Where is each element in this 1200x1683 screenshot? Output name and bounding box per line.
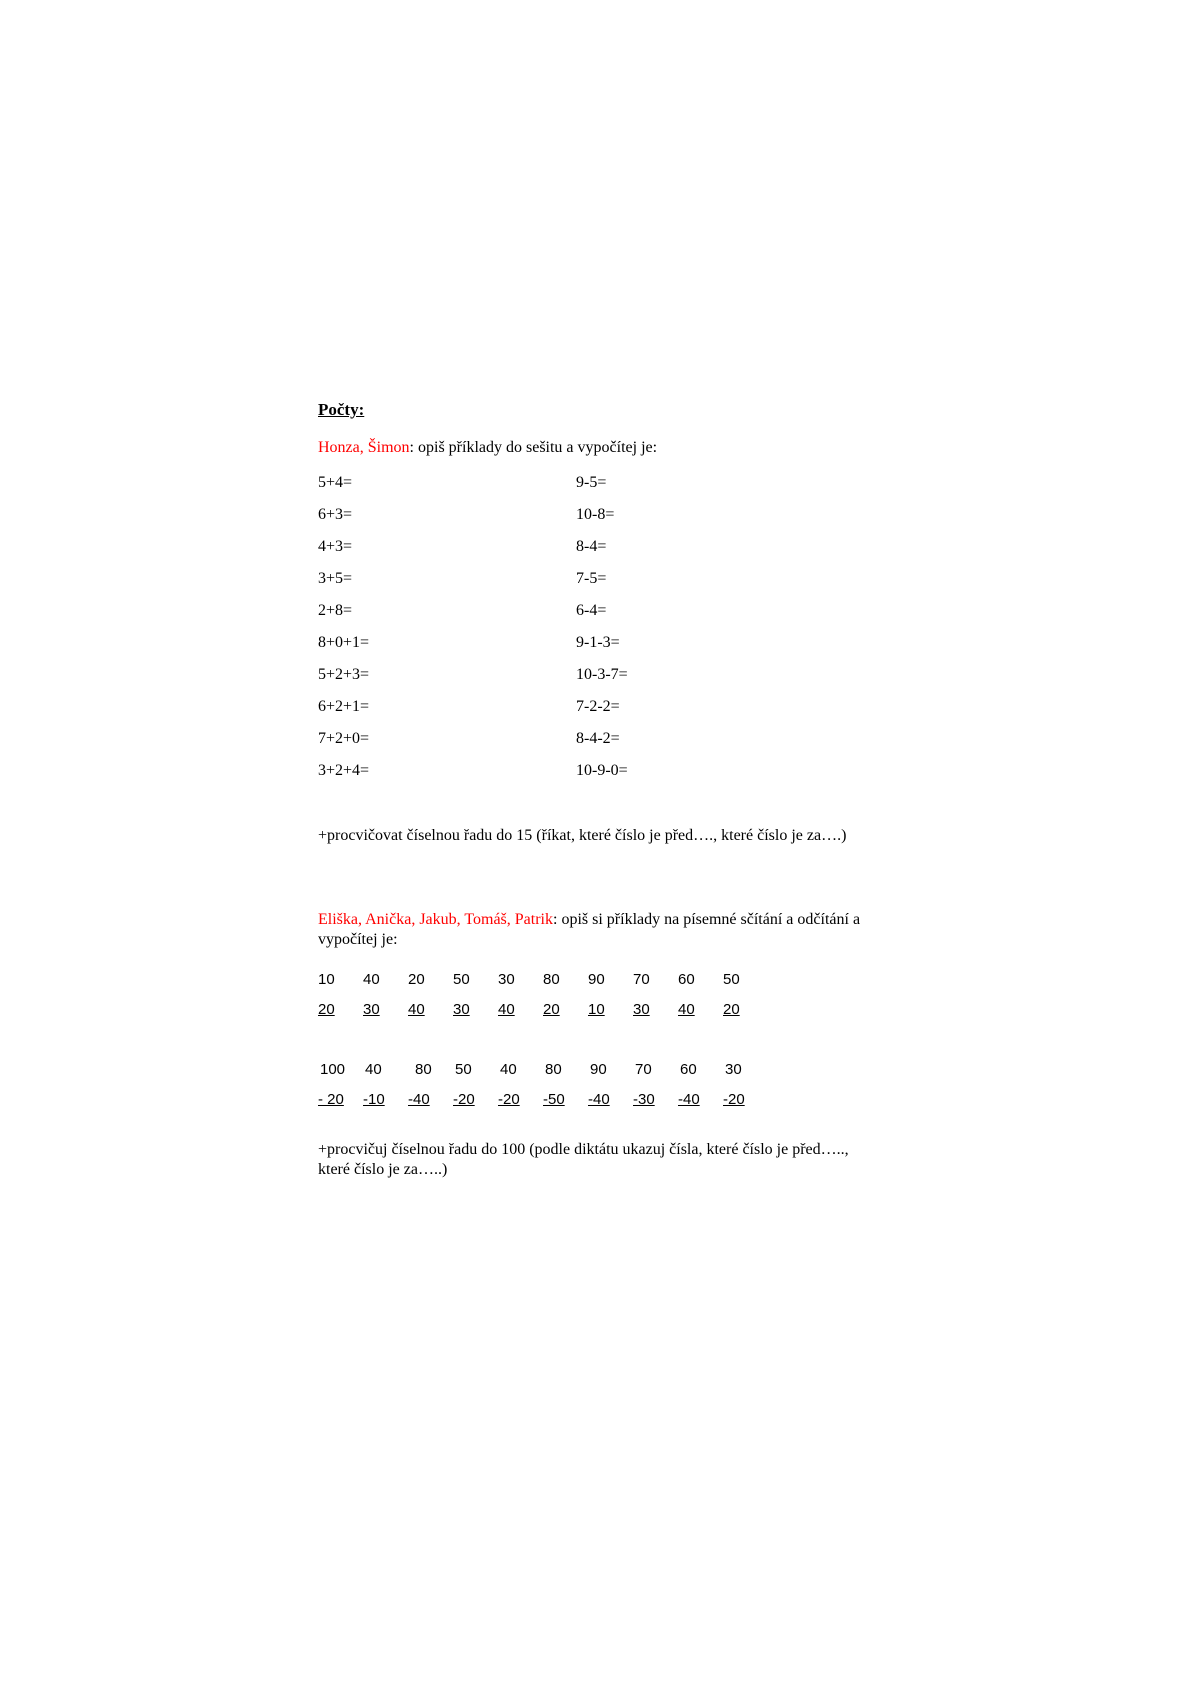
addition-bottom-number: 20 — [723, 1001, 740, 1018]
subtraction-top-number: 90 — [590, 1061, 607, 1078]
page-title: Počty: — [318, 400, 365, 419]
subtraction-bottom-number: -40 — [408, 1091, 430, 1108]
group2-instruction-line — [318, 910, 878, 950]
subtraction-bottom-number: -40 — [588, 1091, 610, 1108]
exercise-left: 5+2+3= — [318, 666, 370, 683]
subtraction-top-number: 80 — [545, 1061, 562, 1078]
exercise-right: 8-4= — [576, 538, 607, 555]
addition-bottom-number: 40 — [408, 1001, 425, 1018]
subtraction-bottom-number: -50 — [543, 1091, 565, 1108]
group2-instruction: : opiš si příklady na písemné sčítání a odčítání a vypočítej je: — [318, 911, 861, 948]
subtraction-bottom-number: -20 — [498, 1091, 520, 1108]
subtraction-top-number: 40 — [365, 1061, 382, 1078]
addition-bottom-number: 30 — [453, 1001, 470, 1018]
exercise-right: 8-4-2= — [576, 730, 620, 747]
addition-top-number: 40 — [363, 971, 380, 988]
addition-top-number: 90 — [588, 971, 605, 988]
exercise-right: 7-5= — [576, 570, 607, 587]
exercise-left: 8+0+1= — [318, 634, 370, 651]
group1-names: Honza, Šimon — [318, 439, 410, 456]
addition-top-number: 50 — [723, 971, 740, 988]
subtraction-top-number: 100 — [320, 1061, 346, 1078]
addition-bottom-number: 40 — [678, 1001, 695, 1018]
addition-bottom-number: 20 — [543, 1001, 560, 1018]
exercise-right: 9-1-3= — [576, 634, 620, 651]
addition-top-number: 20 — [408, 971, 425, 988]
addition-bottom-number: 30 — [633, 1001, 650, 1018]
subtraction-bottom-number: - 20 — [318, 1091, 344, 1108]
subtraction-top-number: 50 — [455, 1061, 472, 1078]
subtraction-top-number: 80 — [415, 1061, 432, 1078]
addition-bottom-number: 20 — [318, 1001, 335, 1018]
addition-top-number: 10 — [318, 971, 335, 988]
exercise-right: 7-2-2= — [576, 698, 620, 715]
exercise-left: 3+2+4= — [318, 762, 370, 779]
exercise-left: 6+2+1= — [318, 698, 370, 715]
addition-bottom-number: 30 — [363, 1001, 380, 1018]
exercise-right: 10-9-0= — [576, 762, 628, 779]
exercise-left: 7+2+0= — [318, 730, 370, 747]
subtraction-top-number: 70 — [635, 1061, 652, 1078]
subtraction-top-number: 60 — [680, 1061, 697, 1078]
subtraction-bottom-number: -10 — [363, 1091, 385, 1108]
group2-names: Eliška, Anička, Jakub, Tomáš, Patrik — [318, 911, 553, 928]
group1-practice-note: +procvičovat číselnou řadu do 15 (říkat, které číslo je před…., které číslo je za….) — [318, 827, 847, 844]
subtraction-top-number: 30 — [725, 1061, 742, 1078]
subtraction-bottom-number: -20 — [453, 1091, 475, 1108]
group1-instruction: : opiš příklady do sešitu a vypočítej je: — [409, 439, 658, 456]
addition-top-number: 80 — [543, 971, 560, 988]
addition-bottom-number: 40 — [498, 1001, 515, 1018]
exercise-left: 6+3= — [318, 506, 353, 523]
group2-practice-note: +procvičuj číselnou řadu do 100 (podle diktátu ukazuj čísla, které číslo je před….., které číslo je za…..) — [318, 1141, 849, 1178]
addition-top-number: 60 — [678, 971, 695, 988]
subtraction-bottom-number: -30 — [633, 1091, 655, 1108]
exercise-left: 2+8= — [318, 602, 353, 619]
exercise-left: 5+4= — [318, 474, 353, 491]
addition-bottom-number: 10 — [588, 1001, 605, 1018]
addition-top-number: 30 — [498, 971, 515, 988]
subtraction-bottom-number: -40 — [678, 1091, 700, 1108]
subtraction-top-number: 40 — [500, 1061, 517, 1078]
exercise-right: 9-5= — [576, 474, 607, 491]
exercise-left: 3+5= — [318, 570, 353, 587]
addition-top-number: 70 — [633, 971, 650, 988]
subtraction-bottom-number: -20 — [723, 1091, 745, 1108]
addition-top-number: 50 — [453, 971, 470, 988]
exercise-right: 6-4= — [576, 602, 607, 619]
exercise-left: 4+3= — [318, 538, 353, 555]
exercise-right: 10-8= — [576, 506, 615, 523]
exercise-right: 10-3-7= — [576, 666, 628, 683]
group1-instruction-line — [318, 438, 657, 458]
